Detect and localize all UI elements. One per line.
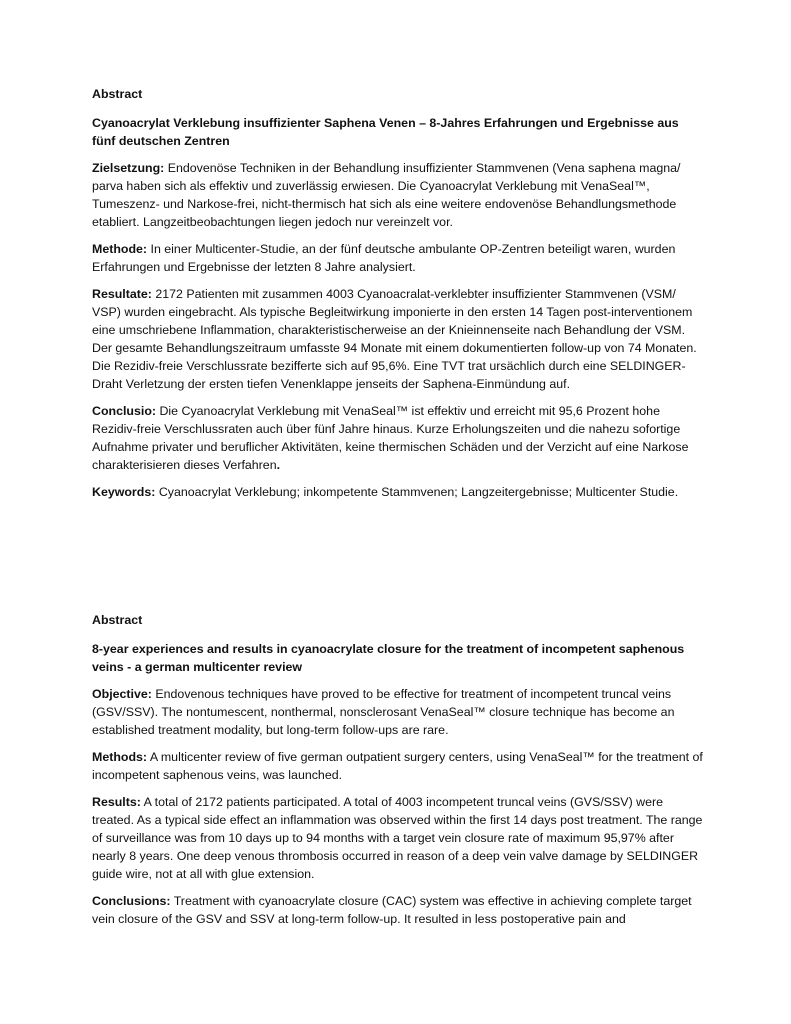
- conclusions-text: Treatment with cyanoacrylate closure (CAC) system was effective in achieving complete target vein closure of the GSV and SSV at long-term follow-up. It resulted in less postoperative pain and: [92, 894, 692, 926]
- english-methods-paragraph: [92, 748, 704, 784]
- objective-label: Objective:: [92, 687, 152, 701]
- zielsetzung-label: Zielsetzung:: [92, 161, 165, 175]
- keywords-label: Keywords:: [92, 485, 156, 499]
- results-text: A total of 2172 patients participated. A total of 4003 incompetent truncal veins (GVS/SSV) were treated. As a typical side effect an inflammation was observed within the first 14 days post treatment. The range of surveillance was from 10 days up to 94 months with a target vein closure rate of maximum 95,97% after nearly 8 years. One deep venous thrombosis occurred in reason of a deep vein valve damage by SELDINGER guide wire, not at all with glue extension.: [92, 795, 703, 881]
- english-results-paragraph: [92, 793, 704, 883]
- methods-text: A multicenter review of five german outpatient surgery centers, using VenaSeal™ for the treatment of incompetent saphenous veins, was launched.: [92, 750, 703, 782]
- methods-label: Methods:: [92, 750, 148, 764]
- english-abstract-title: 8-year experiences and results in cyanoacrylate closure for the treatment of incompetent saphenous veins - a german multicenter review: [92, 642, 685, 674]
- german-abstract-title: Cyanoacrylat Verklebung insuffizienter Saphena Venen – 8-Jahres Erfahrungen und Ergebnisse aus fünf deutschen Zentren: [92, 116, 679, 148]
- methode-text: In einer Multicenter-Studie, an der fünf deutsche ambulante OP-Zentren beteiligt waren, wurden Erfahrungen und Ergebnisse der letzten 8 Jahre analysiert.: [92, 242, 676, 274]
- resultate-text: 2172 Patienten mit zusammen 4003 Cyanoacralat-verklebter insuffizienter Stammvenen (VSM/ VSP) wurden eingebracht. Als typische Begleitwirkung imponierte in den ersten 14 Tagen post-interventionem eine umschriebene Inflammation, charakteristischerweise an der Knieinnenseite nach Behandlung der VSM. Der gesamte Behandlungszeitraum umfasste 94 Monate mit einem dokumentierten follow-up von 74 Monaten. Die Rezidiv-freie Verschlussrate bezifferte sich auf 95,6%. Eine TVT trat ursächlich durch eine SELDINGER-Draht Verletzung der ersten tiefen Venenklappe jenseits der Saphena-Einmündung auf.: [92, 287, 697, 391]
- german-keywords-paragraph: [92, 483, 704, 501]
- german-abstract-section: [92, 86, 704, 510]
- german-conclusio-paragraph: [92, 402, 704, 474]
- german-methode-paragraph: [92, 240, 704, 276]
- german-zielsetzung-paragraph: [92, 159, 704, 231]
- english-objective-paragraph: [92, 685, 704, 739]
- german-abstract-heading: Abstract: [92, 87, 143, 101]
- english-abstract-heading: Abstract: [92, 613, 143, 627]
- conclusio-text: Die Cyanoacrylat Verklebung mit VenaSeal™ ist effektiv und erreicht mit 95,6 Prozent hohe Rezidiv-freie Verschlussraten auch über fünf Jahre hinaus. Kurze Erholungszeiten und die nahezu sofortige Aufnahme privater und beruflicher Aktivitäten, keine thermischen Schäden und der Verzicht auf eine Narkose charakterisieren dieses Verfahren: [92, 404, 689, 472]
- english-abstract-section: [92, 612, 704, 937]
- methode-label: Methode:: [92, 242, 148, 256]
- objective-text: Endovenous techniques have proved to be effective for treatment of incompetent truncal veins (GSV/SSV). The nontumescent, nonthermal, nonsclerosant VenaSeal™ closure technique has become an established treatment modality, but long-term follow-ups are rare.: [92, 687, 675, 737]
- results-label: Results:: [92, 795, 141, 809]
- conclusio-end-period: .: [276, 458, 281, 472]
- resultate-label: Resultate:: [92, 287, 152, 301]
- english-conclusions-paragraph: [92, 892, 704, 928]
- zielsetzung-text: Endovenöse Techniken in der Behandlung insuffizienter Stammvenen (Vena saphena magna/ parva haben sich als effektiv und zuverlässig erwiesen. Die Cyanoacrylat Verklebung mit VenaSeal™, Tumeszenz- und Narkose-frei, nicht-thermisch hat sich als eine weitere endovenöse Behandlungsmethode etabliert. Langzeitbeobachtungen liegen jedoch nur vereinzelt vor.: [92, 161, 681, 229]
- keywords-text: Cyanoacrylat Verklebung; inkompetente Stammvenen; Langzeitergebnisse; Multicenter Studie.: [158, 485, 679, 499]
- german-resultate-paragraph: [92, 285, 704, 393]
- conclusio-label: Conclusio:: [92, 404, 157, 418]
- conclusions-label: Conclusions:: [92, 894, 171, 908]
